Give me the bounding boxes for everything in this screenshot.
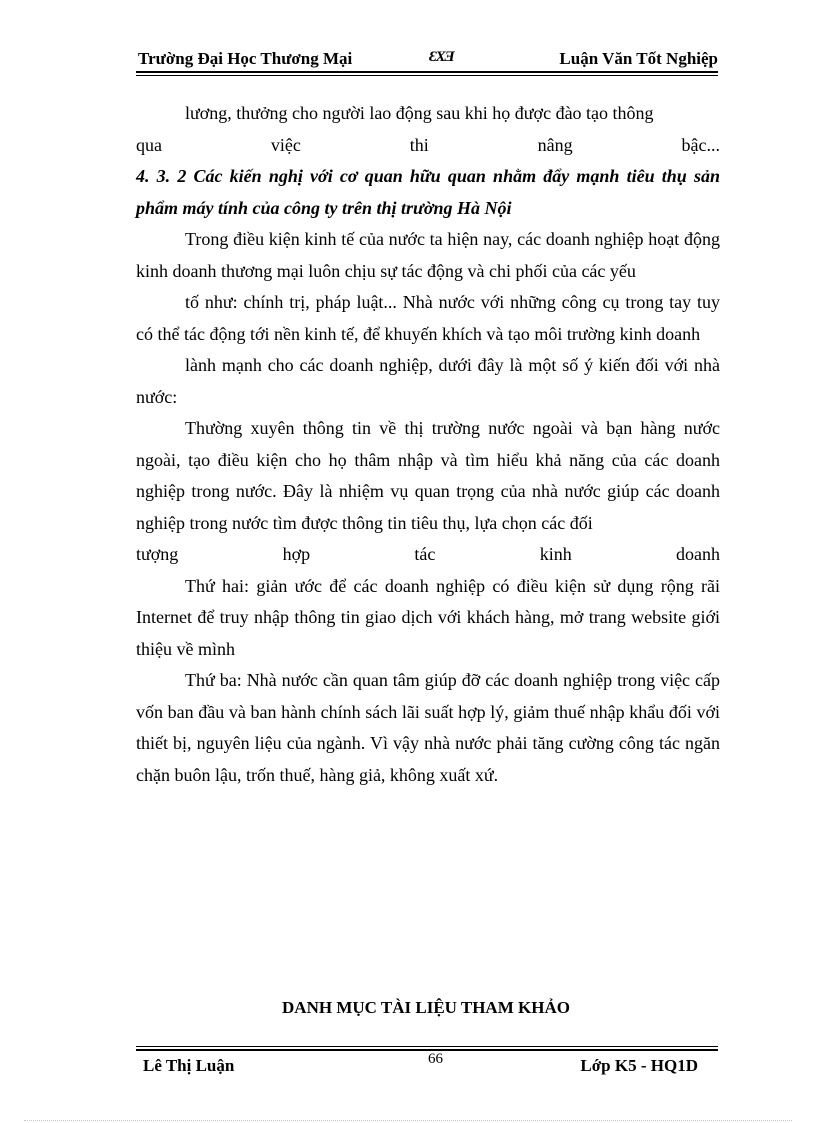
references-title: DANH MỤC TÀI LIỆU THAM KHẢO bbox=[282, 998, 570, 1017]
paragraph: lành mạnh cho các doanh nghiệp, dưới đây là một số ý kiến đối với nhà nước: bbox=[136, 355, 720, 407]
paragraph: Trong điều kiện kinh tế của nước ta hiện nay, các doanh nghiệp hoạt động kinh doanh thương mại luôn chịu sự tác động và chi phối của các yếu bbox=[136, 229, 720, 281]
paragraph: Thứ hai: giản ước để các doanh nghiệp có điều kiện sử dụng rộng rãi Internet để truy nhập thông tin giao dịch với khách hàng, mở trang website giới thiệu về mình bbox=[136, 575, 720, 659]
footer-rule bbox=[136, 1049, 718, 1051]
page-number: 66 bbox=[428, 1051, 443, 1067]
author-name: Lê Thị Luận bbox=[143, 1056, 235, 1075]
page-footer bbox=[136, 1046, 718, 1076]
header-ornament: ƐXƎ bbox=[429, 49, 454, 65]
paragraph: tố như: chính trị, pháp luật... Nhà nước với những công cụ trong tay tuy có thể tác động tới nền kinh tế, để khuyến khích và tạo môi trường kinh doanh bbox=[136, 292, 720, 344]
header-rule bbox=[136, 71, 718, 73]
document-body bbox=[136, 98, 720, 791]
section-heading: 4. 3. 2 Các kiến nghị với cơ quan hữu quan nhằm đẩy mạnh tiêu thụ sản phẩm máy tính của công ty trên thị trường Hà Nội bbox=[136, 166, 720, 218]
footer-rule-thin bbox=[136, 1046, 718, 1047]
paragraph: Thứ ba: Nhà nước cần quan tâm giúp đỡ các doanh nghiệp trong việc cấp vốn ban đầu và ban hành chính sách lãi suất hợp lý, giảm thuế nhập khẩu đối với thiết bị, nguyên liệu của ngành. Vì vậy nhà nước phải tăng cường công tác ngăn chặn buôn lậu, trốn thuế, hàng giả, không xuất xứ. bbox=[136, 670, 720, 785]
paragraph: lương, thưởng cho người lao động sau khi họ được đào tạo thông bbox=[185, 103, 654, 123]
school-name: Trường Đại Học Thương Mại bbox=[138, 49, 353, 68]
paragraph-line: qua việc thi nâng bậc... bbox=[136, 134, 720, 155]
class-code: Lớp K5 - HQ1D bbox=[580, 1056, 698, 1075]
page-header bbox=[136, 47, 718, 73]
paragraph-line: tượng hợp tác kinh doanh bbox=[136, 544, 720, 564]
paragraph: Thường xuyên thông tin về thị trường nước ngoài và bạn hàng nước ngoài, tạo điều kiện cho họ thâm nhập và tìm hiểu khả năng của các doanh nghiệp trong nước. Đây là nhiệm vụ quan trọng của nhà nước giúp các doanh nghiệp trong nước tìm được thông tin tiêu thụ, lựa chọn các đối bbox=[136, 418, 720, 533]
header-rule-thin bbox=[136, 75, 718, 76]
page-edge-divider bbox=[24, 1120, 792, 1121]
thesis-title: Luận Văn Tốt Nghiệp bbox=[559, 49, 718, 68]
